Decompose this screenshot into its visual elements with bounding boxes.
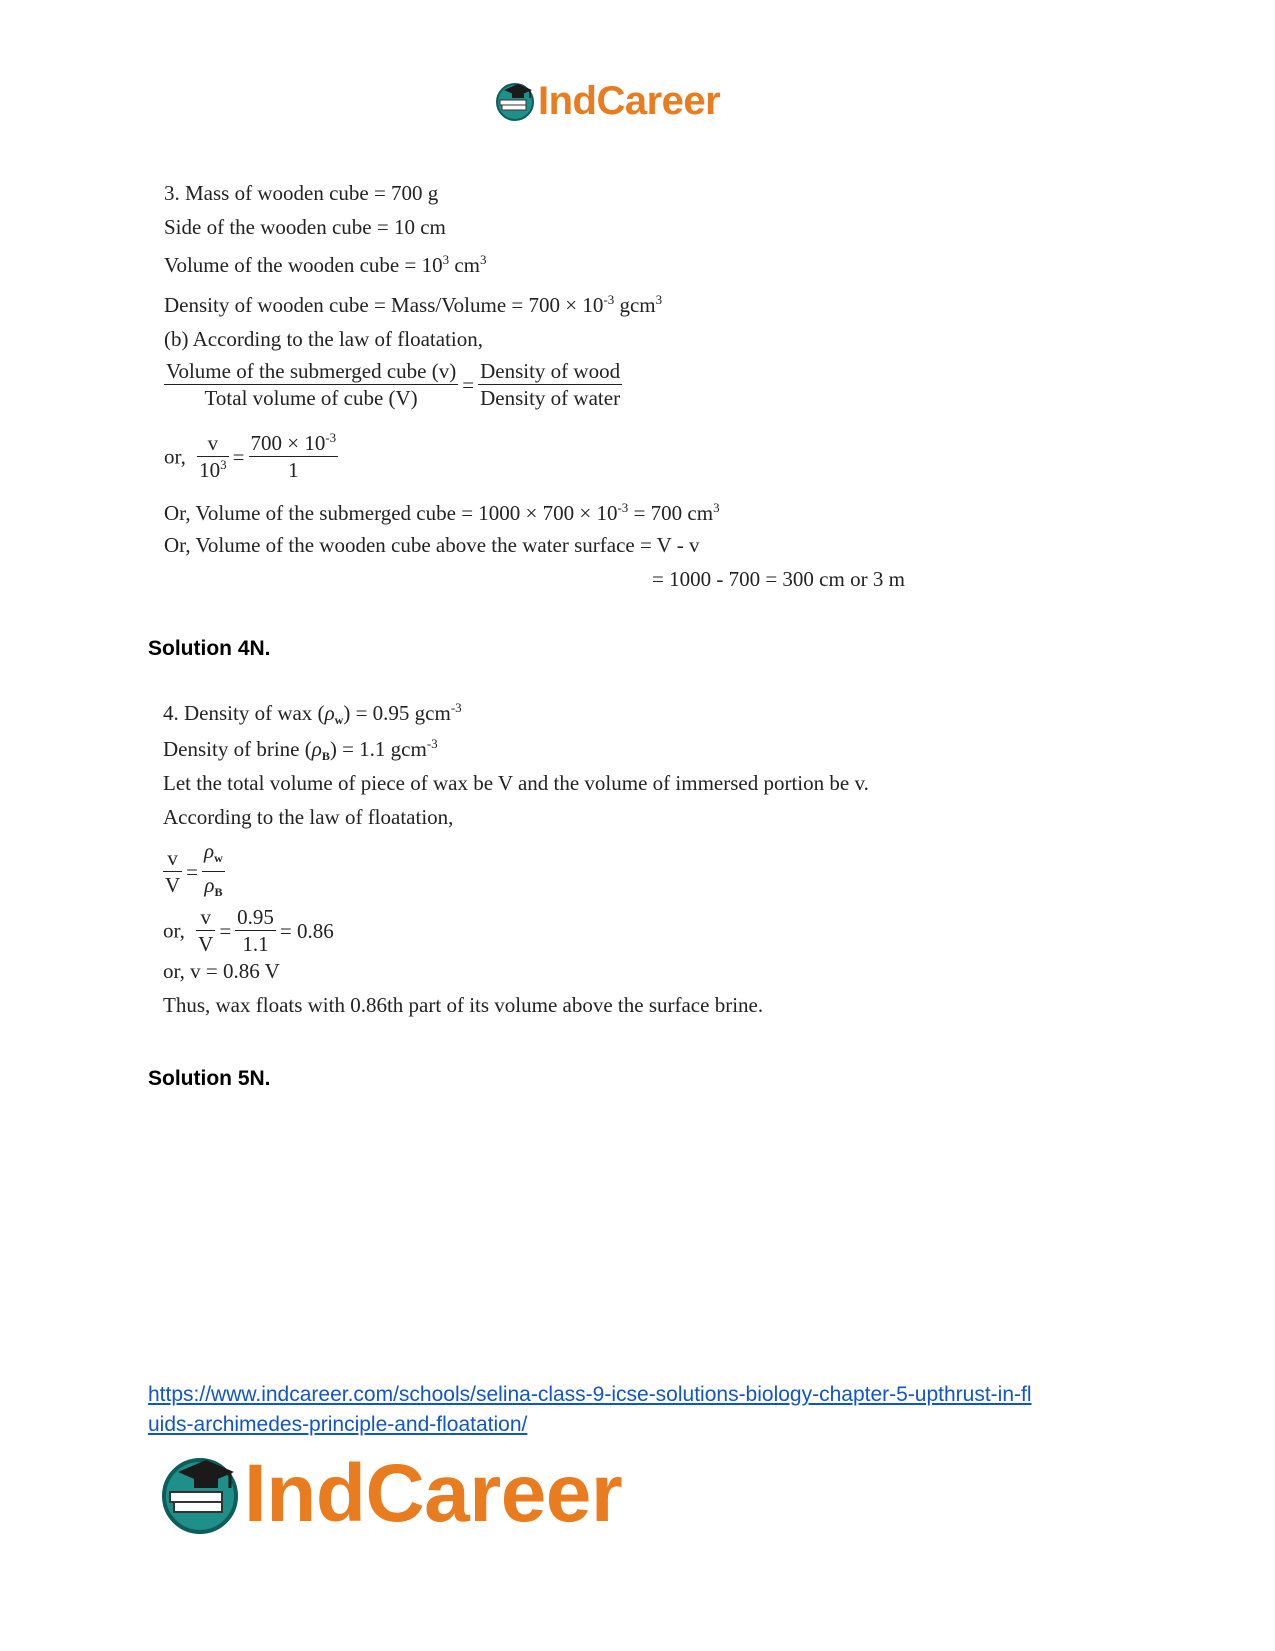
fraction-denominator: V	[198, 932, 214, 956]
sol4-brine-value: ) = 1.1 gcm	[329, 737, 427, 761]
sol4-wax-exp: -3	[450, 700, 462, 715]
fraction-v-over-V	[196, 904, 215, 957]
num-text: 700 × 10	[250, 431, 326, 455]
sol3-line-submerged-volume	[164, 500, 720, 526]
fraction-denominator	[197, 457, 229, 483]
sol3-density-unit: gcm	[614, 293, 656, 317]
header-logo-text: IndCareer	[538, 78, 721, 123]
fraction-numerator: v	[163, 845, 182, 872]
sol4-wax-value: ) = 0.95 gcm	[343, 701, 451, 725]
equals-sign: =	[462, 372, 475, 397]
fraction-wood-over-water	[478, 358, 622, 411]
sol4-fraction-equation	[163, 838, 225, 905]
footer-logo	[158, 1448, 622, 1540]
footer-source-link[interactable]	[148, 1380, 1032, 1440]
solution-4n-heading: Solution 4N.	[148, 637, 271, 660]
fraction-denominator: 1.1	[242, 932, 269, 956]
sol3-submerged-exp: -3	[617, 500, 629, 515]
fraction-denominator: V	[165, 873, 181, 897]
sol3-submerged-unit-exp: 3	[713, 500, 720, 515]
sol3-volume-text: Volume of the wooden cube = 10	[164, 253, 443, 277]
equals-sign: =	[232, 444, 245, 469]
fraction-numerator: v	[196, 904, 215, 931]
sol4-line-let: Let the total volume of piece of wax be V and the volume of immersed portion be v.	[163, 771, 869, 795]
sol4-fraction-equation-2	[163, 904, 334, 957]
sol3-line-result: = 1000 - 700 = 300 cm or 3 m	[652, 567, 905, 591]
rho-subscript: w	[334, 713, 344, 727]
sol3-volume-unit: cm	[449, 253, 480, 277]
fraction-numerator: Density of wood	[480, 359, 621, 383]
sol3-line-law: (b) According to the law of floatation,	[164, 327, 483, 351]
sol4-brine-text: Density of brine (	[163, 737, 312, 761]
den-base: 10	[199, 458, 221, 482]
sol3-submerged-text: Or, Volume of the submerged cube = 1000 × 700 × 10	[164, 501, 618, 525]
fraction-numerator	[202, 838, 225, 872]
sol3-line-above-surface: Or, Volume of the wooden cube above the water surface = V - v	[164, 533, 700, 557]
rho-symbol: ρ	[311, 737, 322, 761]
footer-link-line-2: uids-archimedes-principle-and-floatation/	[148, 1413, 528, 1436]
sol4-line-conclusion: Thus, wax floats with 0.86th part of its volume above the surface brine.	[163, 993, 764, 1017]
footer-logo-text: IndCareer	[244, 1448, 623, 1539]
rho-symbol: ρ	[204, 839, 215, 863]
fraction-numerator	[249, 430, 339, 457]
equals-sign: =	[186, 859, 199, 884]
num-exp: -3	[325, 430, 337, 445]
fraction-result: = 0.86	[279, 918, 334, 943]
equals-sign: =	[219, 918, 232, 943]
fraction-numerator: v	[197, 430, 229, 457]
sol3-submerged-result: = 700 cm	[628, 501, 714, 525]
rho-subscript: B	[214, 885, 223, 899]
sol3-volume-exp: 3	[442, 252, 450, 267]
fraction-numeric-ratio	[235, 904, 276, 957]
sol3-volume-unit-exp: 3	[479, 252, 487, 267]
sol4-line-wax-density	[163, 700, 462, 733]
rho-symbol: ρ	[204, 873, 215, 897]
sol4-line-v-result: or, v = 0.86 V	[163, 959, 280, 983]
fraction-v-over-V	[163, 845, 182, 898]
fraction-rho-ratio	[202, 838, 225, 905]
rho-subscript: B	[321, 749, 330, 763]
sol3-fraction-equation	[164, 358, 622, 411]
fraction-denominator: Total volume of cube (V)	[204, 386, 418, 410]
sol4-line-brine-density	[163, 736, 438, 769]
den-exp: 3	[220, 457, 227, 472]
solution-5n-heading: Solution 5N.	[148, 1067, 271, 1090]
sol3-fraction-equation-2	[164, 430, 338, 483]
fraction-numerator: Volume of the submerged cube (v)	[166, 359, 457, 383]
or-label: or,	[164, 444, 186, 469]
fraction-denominator: Density of water	[480, 386, 621, 410]
sol4-brine-exp: -3	[426, 736, 438, 751]
graduation-cap-book-globe-icon	[158, 1452, 242, 1536]
sol3-density-unit-exp: 3	[655, 292, 663, 307]
or-label: or,	[163, 918, 185, 943]
graduation-cap-book-globe-icon	[494, 80, 536, 122]
sol3-line-volume	[164, 252, 486, 278]
fraction-numerator: 0.95	[237, 905, 274, 929]
fraction-v-over-volume	[197, 430, 229, 483]
header-logo	[494, 78, 720, 124]
sol3-line-density	[164, 292, 662, 318]
sol3-density-exp: -3	[603, 292, 615, 307]
fraction-submerged-over-total	[164, 358, 458, 411]
sol4-line-law: According to the law of floatation,	[163, 805, 454, 829]
fraction-denominator: 1	[288, 458, 299, 482]
fraction-density-value	[249, 430, 339, 483]
rho-subscript: w	[214, 851, 223, 865]
fraction-denominator	[202, 872, 225, 905]
sol3-density-text: Density of wooden cube = Mass/Volume = 700 × 10	[164, 293, 604, 317]
sol3-line-mass: 3. Mass of wooden cube = 700 g	[164, 181, 439, 205]
rho-symbol: ρ	[324, 701, 335, 725]
footer-link-line-1: https://www.indcareer.com/schools/selina-class-9-icse-solutions-biology-chapter-5-upthrust-in-fl	[148, 1383, 1032, 1406]
sol3-line-side: Side of the wooden cube = 10 cm	[164, 215, 446, 239]
sol4-wax-text: 4. Density of wax (	[163, 701, 325, 725]
